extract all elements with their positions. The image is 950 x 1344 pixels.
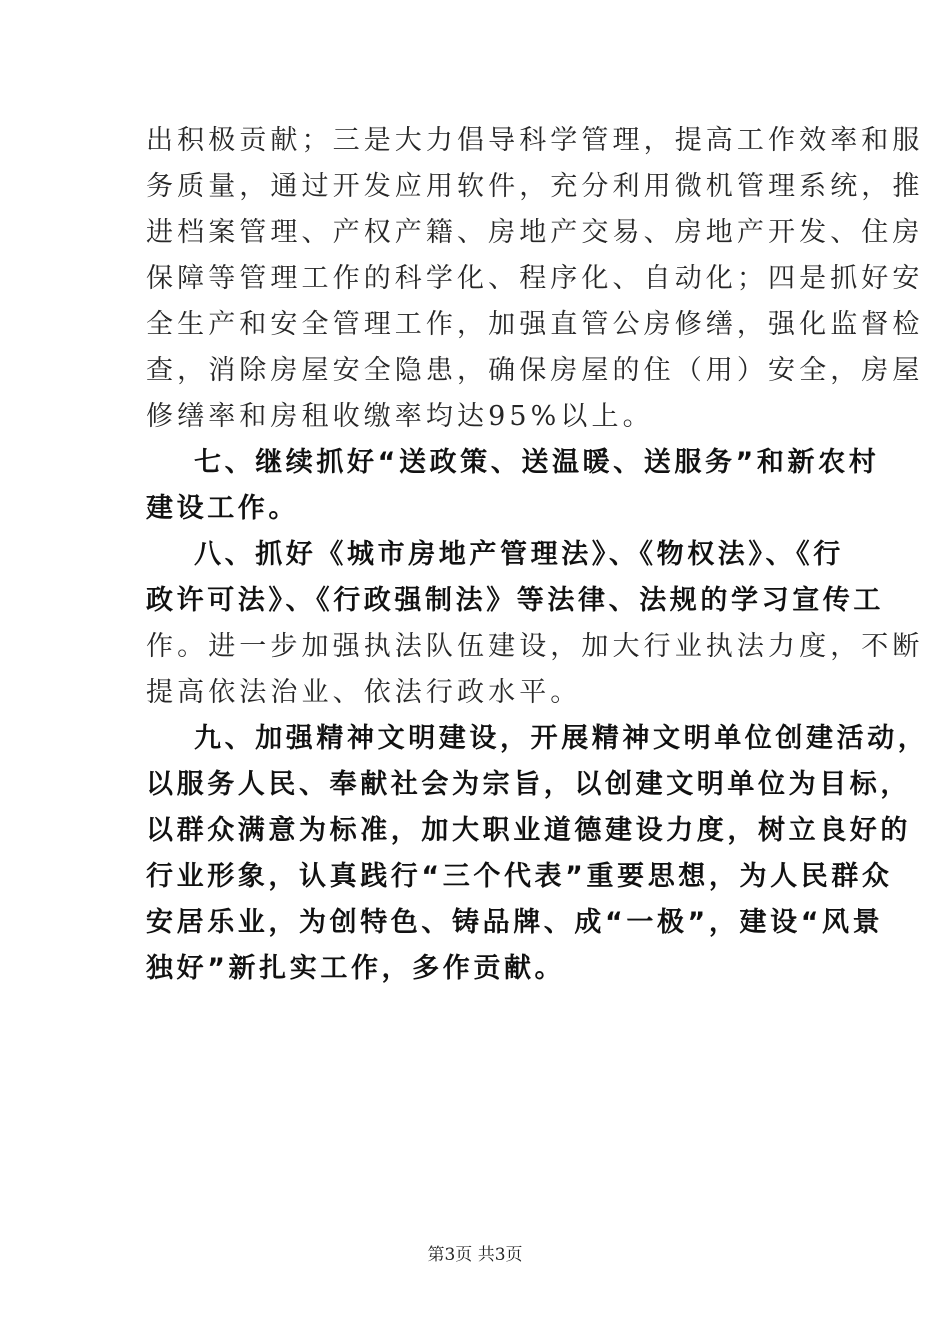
text-line: 安居乐业，为创特色、铸品牌、成“一极”，建设“风景: [146, 907, 884, 938]
text-line: 修缮率和房租收缴率均达95%以上。: [146, 401, 654, 432]
text-line: 务质量，通过开发应用软件，充分利用微机管理系统，推: [146, 171, 924, 202]
text-line: 独好”新扎实工作，多作贡献。: [146, 953, 566, 984]
text-line: 政许可法》、《行政强制法》等法律、法规的学习宣传工: [146, 585, 884, 616]
page-number: 第3页 共3页: [427, 1245, 523, 1265]
text-line: 保障等管理工作的科学化、程序化、自动化；四是抓好安: [146, 263, 924, 294]
text-line: 作。进一步加强执法队伍建设，加大行业执法力度，不断: [146, 631, 924, 662]
section-heading-7: 七、继续抓好“送政策、送温暖、送服务”和新农村: [194, 447, 880, 478]
text-line: 进档案管理、产权产籍、房地产交易、房地产开发、住房: [146, 217, 924, 248]
text-line: 查，消除房屋安全隐患，确保房屋的住（用）安全，房屋: [146, 355, 924, 386]
text-line: 以群众满意为标准，加大职业道德建设力度，树立良好的: [146, 815, 911, 846]
text-line: 出积极贡献；三是大力倡导科学管理，提高工作效率和服: [146, 125, 924, 156]
text-line: 行业形象，认真践行“三个代表”重要思想，为人民群众: [146, 861, 893, 892]
text-line: 全生产和安全管理工作，加强直管公房修缮，强化监督检: [146, 309, 924, 340]
text-line: 建设工作。: [146, 493, 299, 524]
section-heading-8: 八、抓好《城市房地产管理法》、《物权法》、《行: [194, 539, 844, 570]
text-line: 提高依法治业、依法行政水平。: [146, 677, 582, 708]
section-heading-9: 九、加强精神文明建设，开展精神文明单位创建活动，: [194, 723, 929, 754]
text-line: 以服务人民、奉献社会为宗旨，以创建文明单位为目标，: [146, 769, 911, 800]
